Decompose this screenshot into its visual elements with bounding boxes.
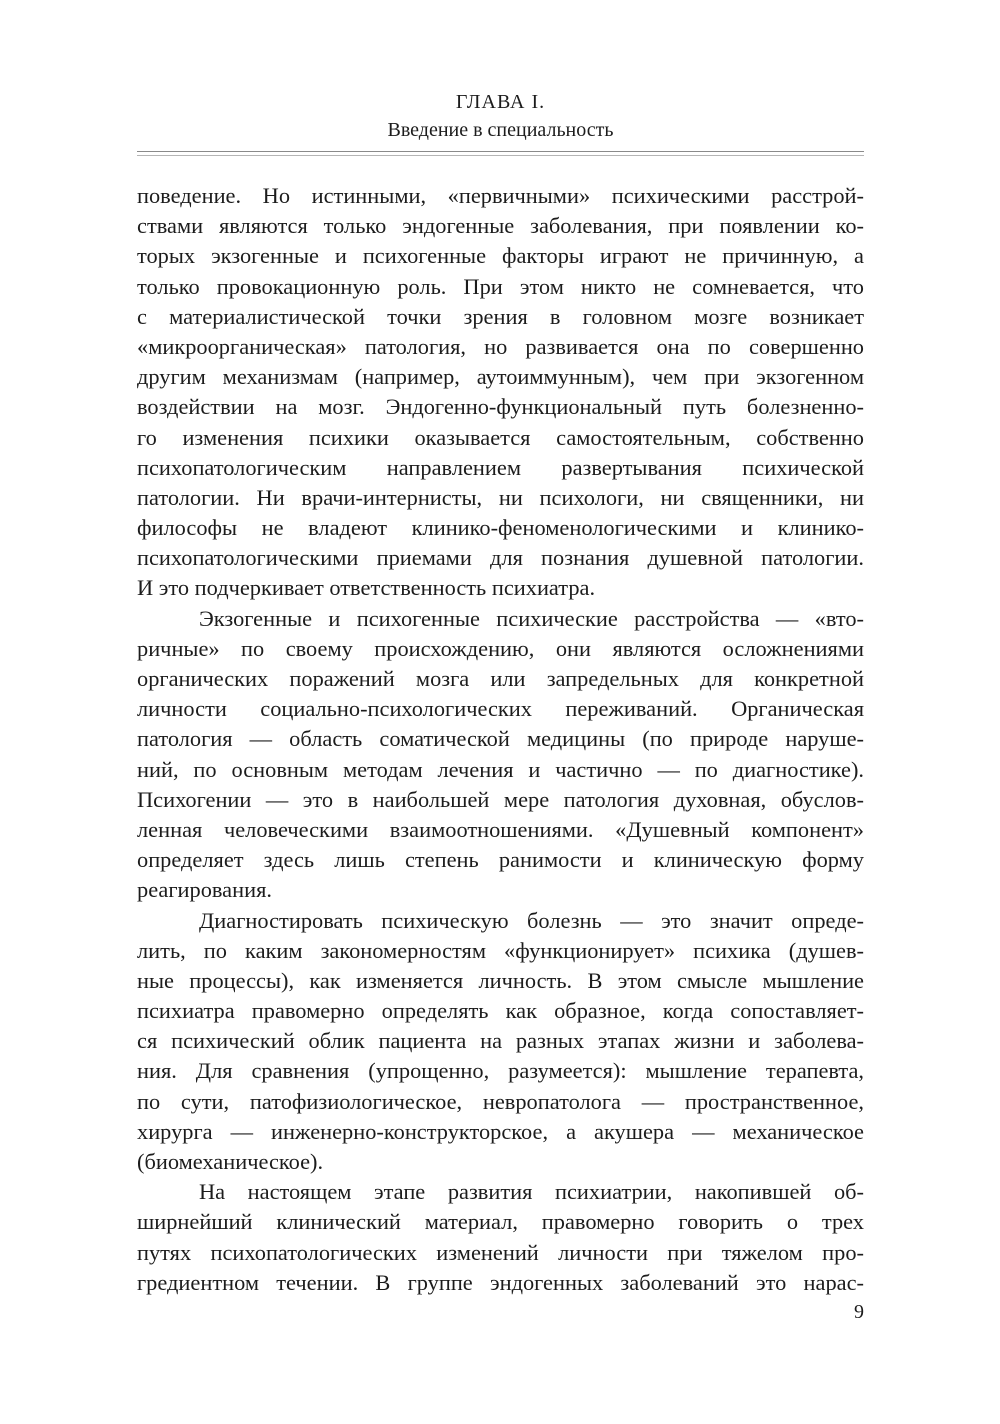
- text-line: ся психический облик пациента на разных этапах жизни и заболева-: [137, 1028, 864, 1054]
- header-rule-top: [137, 151, 864, 152]
- text-line: органических поражений мозга или запредельных для конкретной: [137, 666, 864, 691]
- paragraph-1: [137, 181, 864, 604]
- text-line: только провокационную роль. При этом никто не сомневается, что: [137, 273, 864, 299]
- text-line: реагирования.: [137, 877, 272, 903]
- text-line: с материалистической точки зрения в головном мозге возникает: [137, 303, 864, 329]
- text-line: путях психопатологических изменений личности при тяжелом про-: [137, 1239, 864, 1265]
- text-line: ний, по основным методам лечения и частично — по диагностике).: [137, 756, 864, 782]
- text-line: философы не владеют клинико-феноменологическими и клинико-: [137, 515, 864, 541]
- text-line: хирурга — инженерно-конструкторское, а акушера — механическое: [137, 1118, 864, 1144]
- text-line: гредиентном течении. В группе эндогенных заболеваний это нарас-: [137, 1269, 864, 1295]
- text-line: поведение. Но истинными, «первичными» психическими расстрой-: [137, 183, 864, 208]
- text-line: го изменения психики оказывается самостоятельным, собственно: [137, 424, 864, 450]
- text-line: ричные» по своему происхождению, они являются осложнениями: [137, 635, 864, 661]
- text-line: торых экзогенные и психогенные факторы играют не причинную, а: [137, 243, 864, 269]
- text-line: На настоящем этапе развития психиатрии, накопившей об-: [199, 1179, 864, 1205]
- paragraph-4: [137, 1177, 864, 1298]
- text-line: психопатологическими приемами для познания душевной патологии.: [137, 545, 864, 571]
- text-line: лить, по каким закономерностям «функционирует» психика (душев-: [137, 937, 864, 963]
- text-line: ные процессы), как изменяется личность. В этом смысле мышление: [137, 967, 864, 993]
- text-line: И это подчеркивает ответственность психиатра.: [137, 575, 596, 601]
- paragraph-2: [137, 604, 864, 906]
- text-line: психопатологическим направлением развертывания психической: [137, 454, 864, 480]
- text-line: патологии. Ни врачи-интернисты, ни психологи, ни священники, ни: [137, 484, 864, 510]
- paragraph-3: [137, 906, 864, 1178]
- text-line: (биомеханическое).: [137, 1149, 324, 1174]
- text-line: ния. Для сравнения (упрощенно, разумеется): мышление терапевта,: [137, 1058, 864, 1084]
- text-line: Экзогенные и психогенные психические расстройства — «вто-: [199, 605, 864, 631]
- running-header: [137, 88, 864, 144]
- chapter-number: ГЛАВА I.: [455, 91, 546, 113]
- text-line: ствами являются только эндогенные заболевания, при появлении ко-: [137, 213, 864, 239]
- text-line: воздействии на мозг. Эндогенно-функциональный путь болезненно-: [137, 394, 864, 420]
- text-line: ширнейший клинический материал, правомерно говорить о трех: [137, 1209, 864, 1235]
- text-line: ленная человеческими взаимоотношениями. «Душевный компонент»: [137, 816, 864, 842]
- text-line: Психогении — это в наибольшей мере патология духовная, обуслов-: [137, 786, 864, 812]
- text-line: патология — область соматической медицины (по природе наруше-: [137, 726, 864, 752]
- text-line: по сути, патофизиологическое, невропатолога — пространственное,: [137, 1088, 864, 1114]
- text-line: личности социально-психологических переживаний. Органическая: [137, 696, 864, 722]
- text-line: психиатра правомерно определять как образное, когда сопоставляет-: [137, 998, 864, 1024]
- body-text: [137, 181, 864, 1298]
- header-rule-bottom: [137, 155, 864, 156]
- text-line: «микроорганическая» патология, но развивается она по совершенно: [137, 333, 864, 359]
- text-line: Диагностировать психическую болезнь — это значит опреде-: [199, 907, 864, 933]
- text-line: другим механизмам (например, аутоиммунным), чем при экзогенном: [137, 364, 864, 390]
- page-number: 9: [854, 1301, 864, 1323]
- chapter-title: Введение в специальность: [387, 119, 614, 141]
- text-line: определяет здесь лишь степень ранимости и клиническую форму: [137, 847, 864, 873]
